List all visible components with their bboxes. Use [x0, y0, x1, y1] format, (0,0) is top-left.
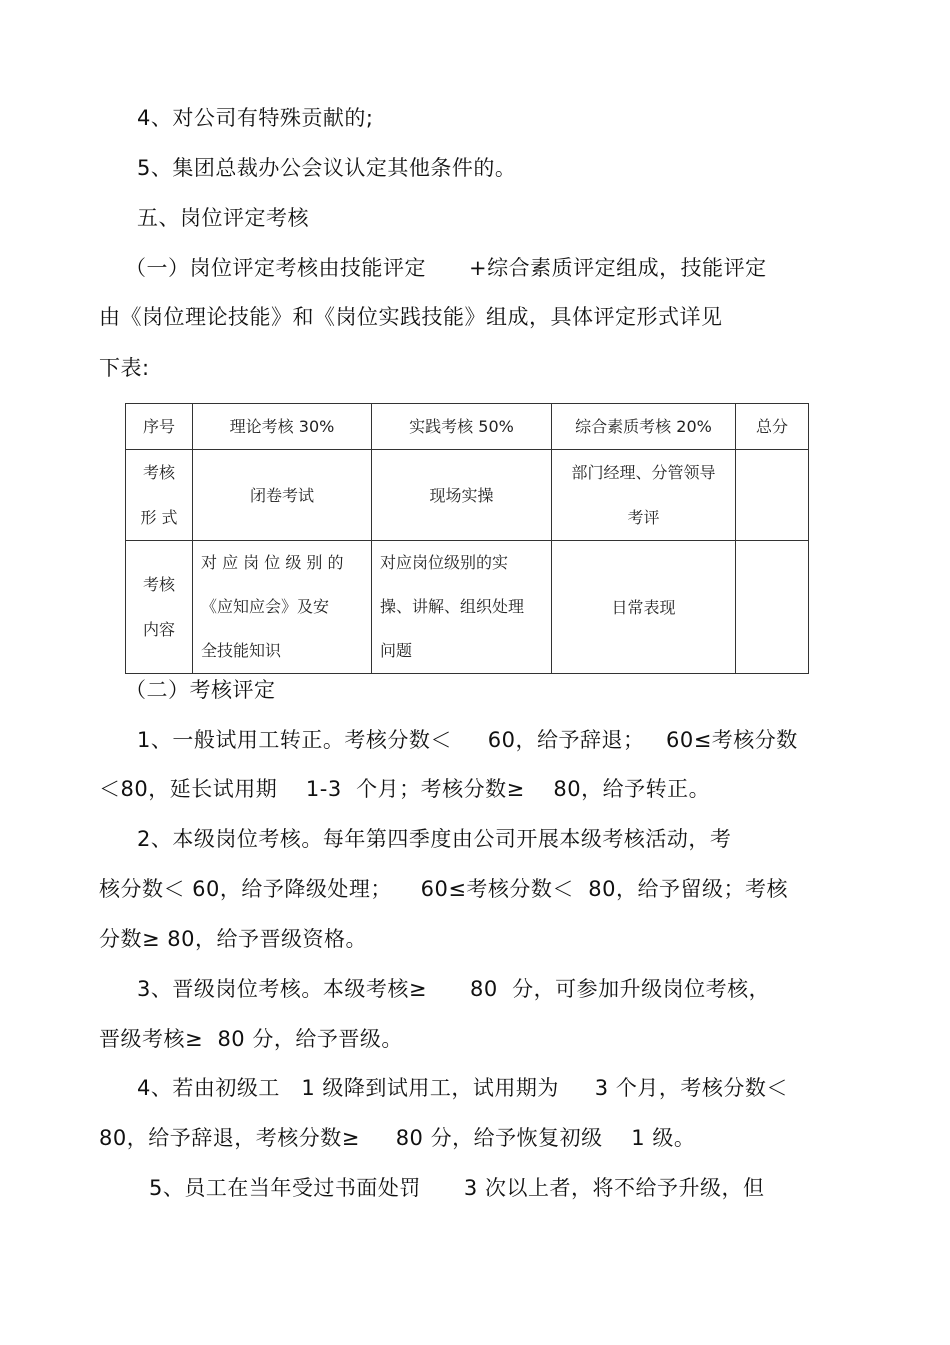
table-cell: [736, 450, 809, 541]
paragraph-line: 核分数＜ 60，给予降级处理； 60≤考核分数＜ 80，给予留级；考核: [99, 877, 788, 901]
table-cell: [736, 541, 809, 674]
table-cell-text: 形 式: [140, 508, 178, 527]
table-row-label: [126, 450, 193, 541]
paragraph-line: 80，给予辞退，考核分数≥ 80 分，给予恢复初级 1 级。: [99, 1126, 696, 1150]
section-heading-2: （二）考核评定: [125, 678, 276, 702]
section-heading-5: 五、岗位评定考核: [137, 206, 309, 230]
paragraph-line: 由《岗位理论技能》和《岗位实践技能》组成，具体评定形式详见: [99, 305, 723, 329]
table-cell: [372, 541, 552, 674]
table-cell-text: 对应岗位级别的实: [380, 553, 509, 572]
paragraph-line: 5、员工在当年受过书面处罚 3 次以上者，将不给予升级，但: [149, 1176, 765, 1200]
table-cell-text: 全技能知识: [201, 641, 282, 660]
table-header-cell: 综合素质考核 20%: [552, 404, 736, 450]
table-cell: [552, 450, 736, 541]
paragraph-line: ＜80，延长试用期 1-3 个月；考核分数≥ 80，给予转正。: [99, 777, 711, 801]
table-cell-text: 考评: [627, 508, 660, 527]
table-header-cell: 序号: [126, 404, 193, 450]
table-cell-text: 《应知应会》及安: [201, 597, 330, 616]
paragraph-line: 1、一般试用工转正。考核分数＜ 60，给予辞退； 60≤考核分数: [137, 728, 798, 752]
paragraph-line: 4、若由初级工 1 级降到试用工，试用期为 3 个月，考核分数＜: [137, 1076, 788, 1100]
table-header-cell: 实践考核 50%: [372, 404, 552, 450]
paragraph-line: （一）岗位评定考核由技能评定 +综合素质评定组成，技能评定: [125, 256, 767, 280]
table-header-cell: 理论考核 30%: [193, 404, 372, 450]
paragraph-line: 下表:: [99, 356, 150, 380]
table-cell-text: 对 应 岗 位 级 别 的: [201, 553, 344, 572]
assessment-table: [125, 403, 809, 674]
table-header-cell: 总分: [736, 404, 809, 450]
table-cell: 日常表现: [552, 541, 736, 674]
table-cell-text: 问题: [380, 641, 413, 660]
table-row-label: [126, 541, 193, 674]
table-row: [126, 541, 809, 674]
paragraph-line: 2、本级岗位考核。每年第四季度由公司开展本级考核活动，考: [137, 827, 732, 851]
table-cell-text: 操、讲解、组织处理: [380, 597, 525, 616]
table-header-row: [126, 404, 809, 450]
table-cell: 闭卷考试: [193, 450, 372, 541]
table-cell-text: 内容: [142, 620, 175, 639]
table-cell: [193, 541, 372, 674]
table-cell-text: 考核: [142, 463, 175, 482]
table-row: [126, 450, 809, 541]
paragraph-line: 3、晋级岗位考核。本级考核≥ 80 分，可参加升级岗位考核，: [137, 977, 771, 1001]
paragraph-line: 晋级考核≥ 80 分，给予晋级。: [99, 1027, 403, 1051]
paragraph-item-5: 5、集团总裁办公会议认定其他条件的。: [137, 156, 517, 180]
table-cell-text: 部门经理、分管领导: [571, 463, 716, 482]
paragraph-line: 分数≥ 80，给予晋级资格。: [99, 927, 367, 951]
table-cell-text: 考核: [142, 575, 175, 594]
paragraph-item-4: 4、对公司有特殊贡献的;: [137, 106, 374, 130]
table-cell: 现场实操: [372, 450, 552, 541]
